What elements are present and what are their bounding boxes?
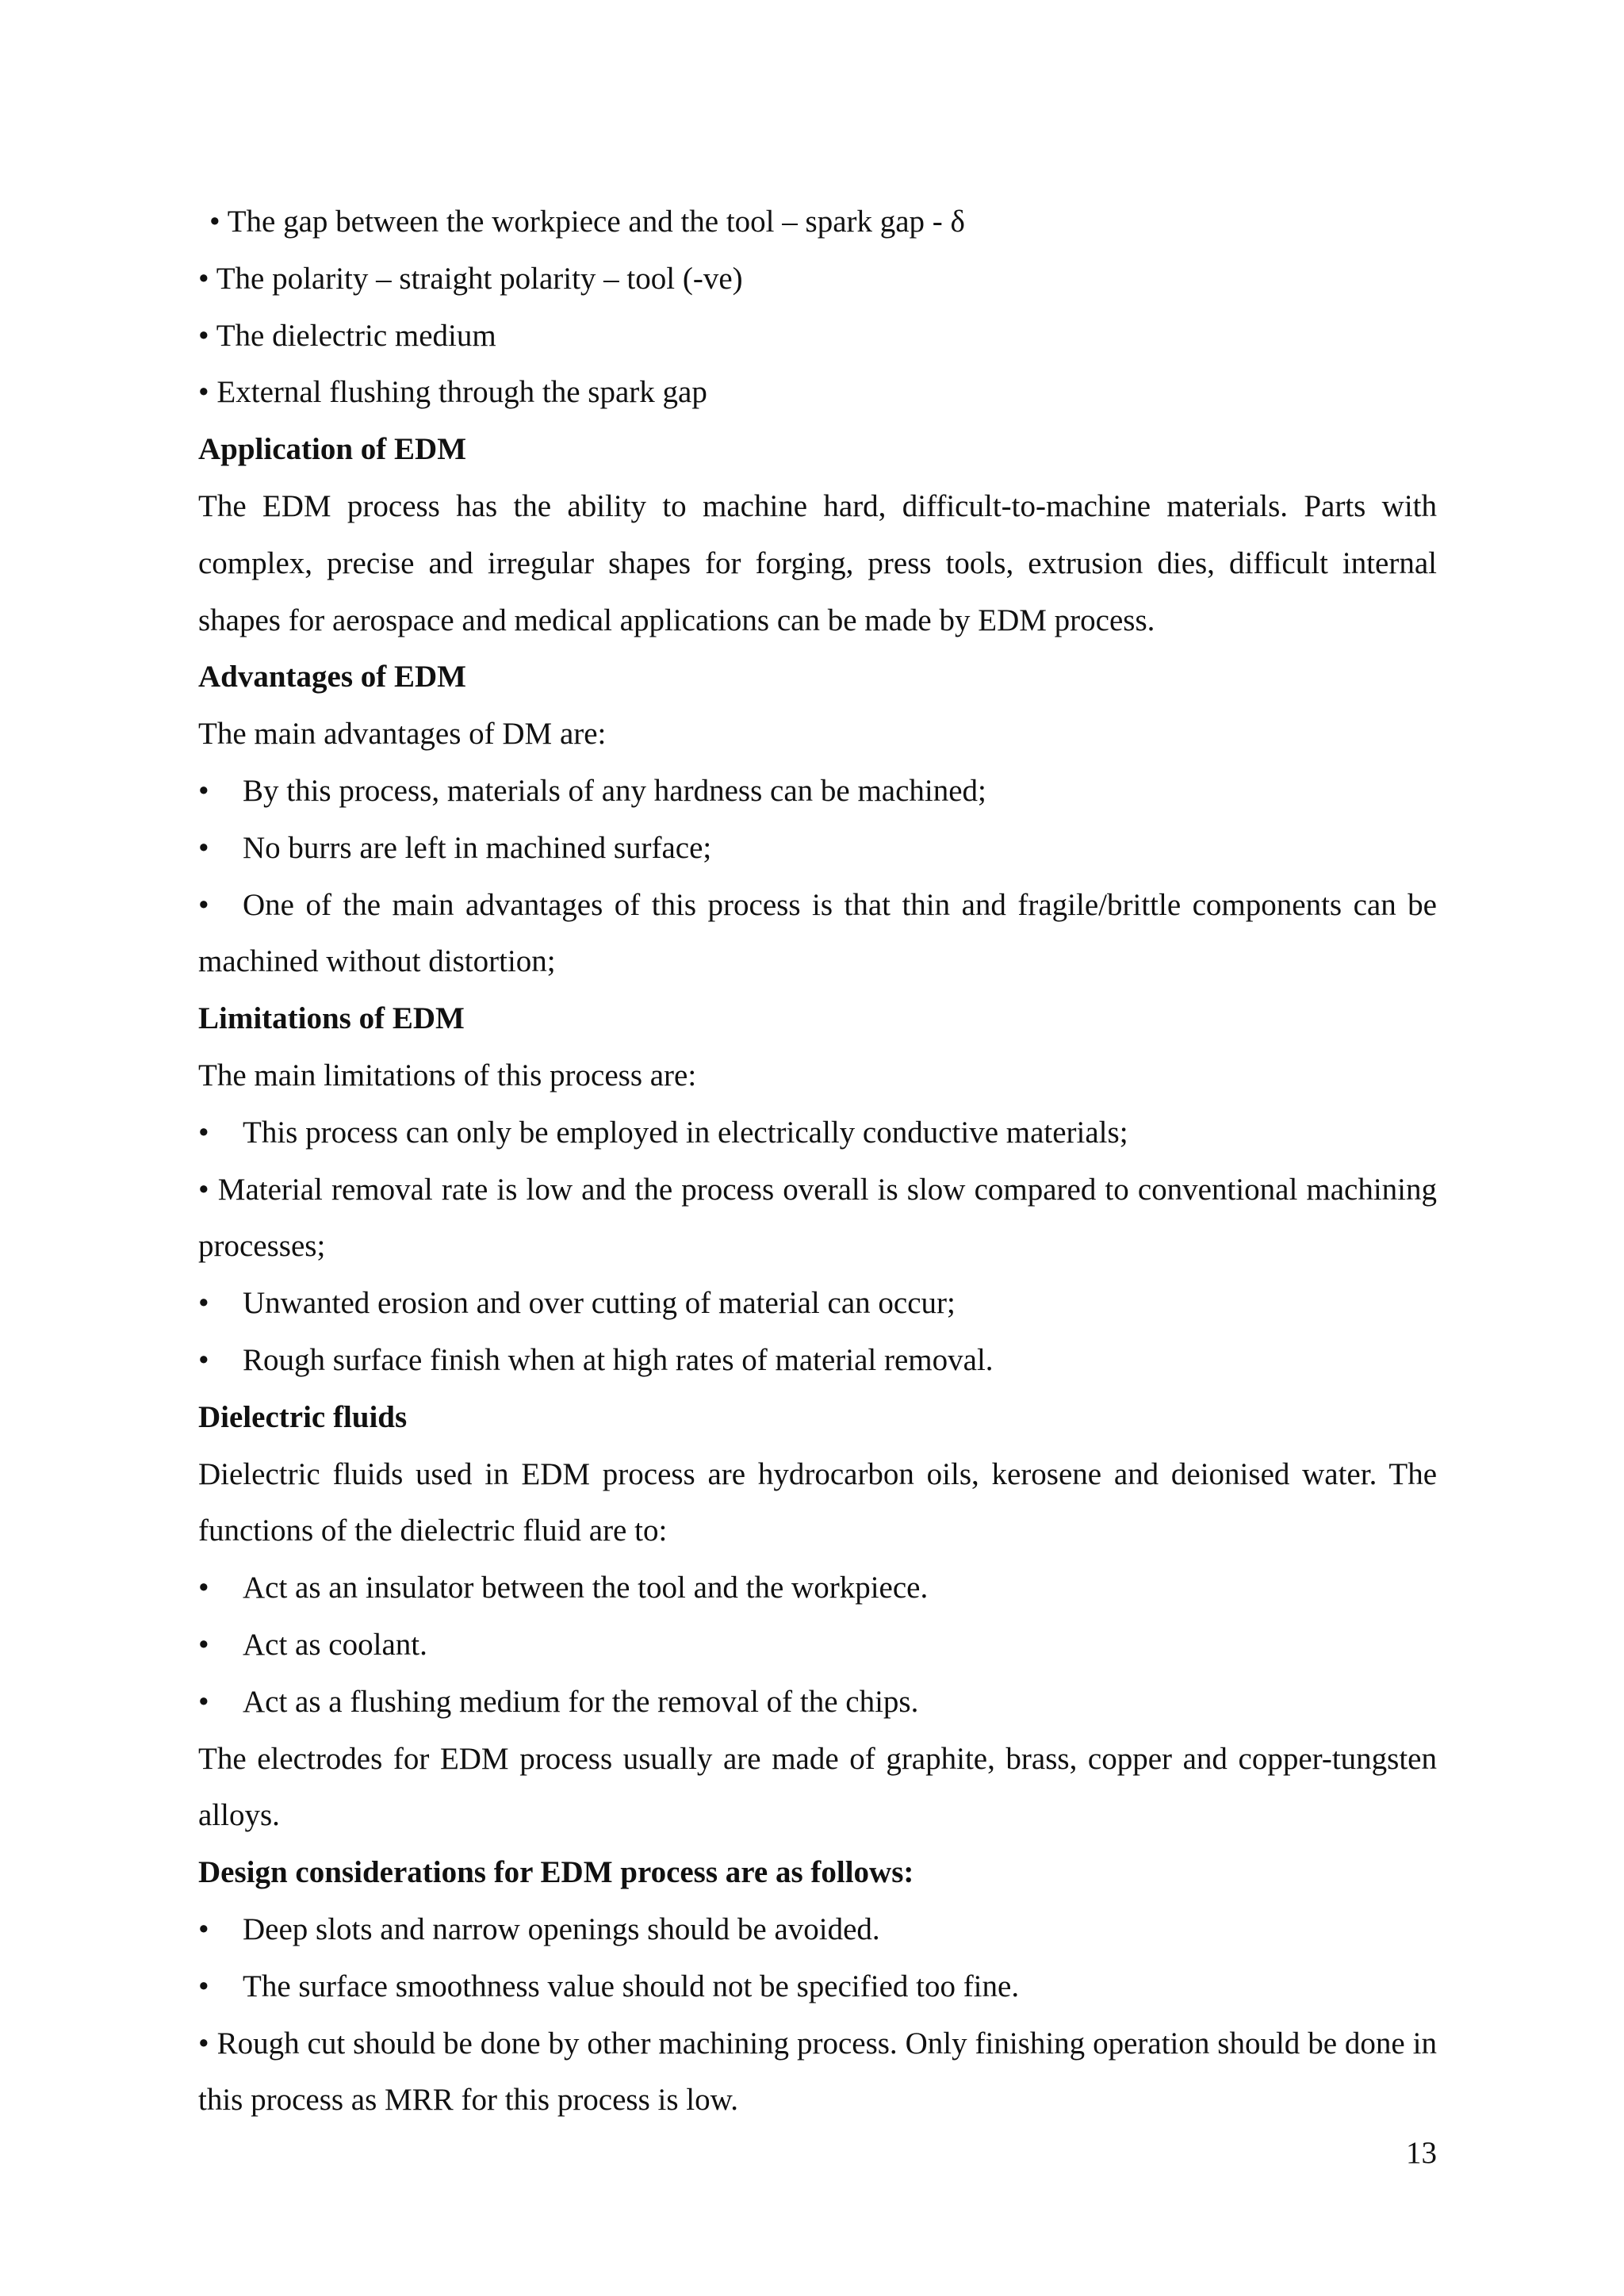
advantage-text: By this process, materials of any hardness can be machined; xyxy=(243,773,986,808)
bullet-item xyxy=(198,364,1437,421)
bullet-mark: • xyxy=(198,1911,209,1946)
limitation-item xyxy=(198,1332,1437,1389)
bullet-mark: • xyxy=(198,2026,217,2061)
bullet-text: The gap between the workpiece and the tool – spark gap - δ xyxy=(227,205,965,239)
dielectric-function-text: Act as a flushing medium for the removal of the chips. xyxy=(243,1684,919,1719)
bullet-mark: • xyxy=(198,1684,209,1719)
advantage-text: No burrs are left in machined surface; xyxy=(243,830,712,865)
electrodes-paragraph: The electrodes for EDM process usually are made of graphite, brass, copper and copper-tungsten alloys. xyxy=(198,1741,1437,1833)
bullet-mark: • xyxy=(198,1969,209,2003)
limitations-intro: The main limitations of this process are: xyxy=(198,1058,697,1093)
bullet-mark: • xyxy=(198,773,209,808)
bullet-mark: • xyxy=(209,205,220,239)
design-text: Rough cut should be done by other machining process. Only finishing operation should be done in this process as MRR for this process is low. xyxy=(198,2026,1437,2118)
bullet-mark: • xyxy=(198,318,209,353)
advantage-item xyxy=(198,763,1437,820)
dielectric-function-item xyxy=(198,1559,1437,1617)
bullet-item xyxy=(198,251,1437,308)
dielectric-paragraph: Dielectric fluids used in EDM process are hydrocarbon oils, kerosene and deionised water. The functions of the dielectric fluid are to: xyxy=(198,1456,1437,1548)
limitation-item xyxy=(198,1161,1437,1276)
design-item xyxy=(198,1901,1437,1958)
limitation-text: This process can only be employed in electrically conductive materials; xyxy=(243,1115,1128,1150)
bullet-mark: • xyxy=(198,261,209,296)
bullet-mark: • xyxy=(198,375,209,410)
advantages-intro: The main advantages of DM are: xyxy=(198,717,607,752)
limitation-item xyxy=(198,1275,1437,1332)
dielectric-function-item xyxy=(198,1617,1437,1674)
bullet-mark: • xyxy=(198,887,209,922)
dielectric-function-text: Act as coolant. xyxy=(243,1627,427,1662)
section-heading-dielectric: Dielectric fluids xyxy=(198,1399,408,1434)
page-number: 13 xyxy=(1406,2136,1437,2170)
page-content xyxy=(198,193,1437,2129)
design-item xyxy=(198,2015,1437,2130)
bullet-text: The polarity – straight polarity – tool (-ve) xyxy=(216,261,743,296)
bullet-mark: • xyxy=(198,1115,209,1150)
bullet-item xyxy=(198,308,1437,365)
advantage-item xyxy=(198,877,1437,991)
bullet-text: External flushing through the spark gap xyxy=(216,375,707,410)
limitation-item xyxy=(198,1104,1437,1161)
bullet-item xyxy=(198,193,1437,251)
advantage-item xyxy=(198,820,1437,877)
bullet-mark: • xyxy=(198,1571,209,1605)
section-heading-advantages: Advantages of EDM xyxy=(198,660,466,695)
section-heading-application: Application of EDM xyxy=(198,432,467,467)
section-heading-design: Design considerations for EDM process are as follows: xyxy=(198,1855,914,1890)
limitation-text: Rough surface finish when at high rates of material removal. xyxy=(243,1342,994,1377)
section-heading-limitations: Limitations of EDM xyxy=(198,1001,465,1036)
design-item xyxy=(198,1958,1437,2015)
limitation-text: Unwanted erosion and over cutting of material can occur; xyxy=(243,1286,956,1321)
limitation-text: Material removal rate is low and the process overall is slow compared to conventional machining processes; xyxy=(198,1172,1438,1264)
bullet-mark: • xyxy=(198,1342,209,1377)
application-paragraph: The EDM process has the ability to machine hard, difficult-to-machine materials. Parts with complex, precise and irregular shapes for forging, press tools, extrusion dies, difficult internal shapes for aerospace and medical applications can be made by EDM process. xyxy=(198,488,1437,637)
bullet-mark: • xyxy=(198,1172,218,1207)
bullet-mark: • xyxy=(198,830,209,865)
dielectric-function-item xyxy=(198,1674,1437,1731)
dielectric-function-text: Act as an insulator between the tool and the workpiece. xyxy=(243,1571,929,1605)
design-text: The surface smoothness value should not be specified too fine. xyxy=(243,1969,1020,2003)
bullet-mark: • xyxy=(198,1286,209,1321)
advantage-text: One of the main advantages of this process is that thin and fragile/brittle components can be machined without distortion; xyxy=(198,887,1437,979)
design-text: Deep slots and narrow openings should be avoided. xyxy=(243,1911,880,1946)
bullet-text: The dielectric medium xyxy=(216,318,496,353)
bullet-mark: • xyxy=(198,1627,209,1662)
